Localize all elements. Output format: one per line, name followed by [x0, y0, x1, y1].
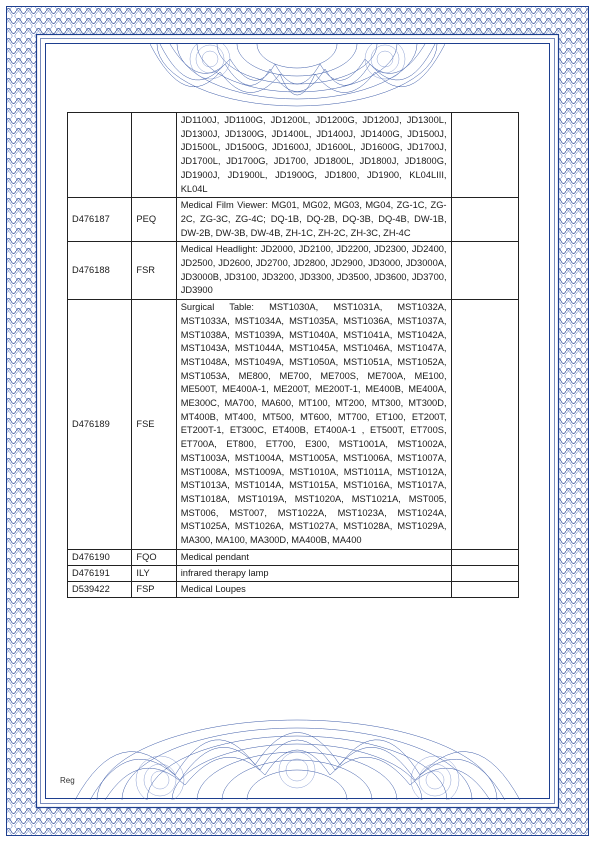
product-class-cell [132, 113, 176, 198]
product-code-cell: D476187 [68, 198, 132, 242]
bottom-rosette-ornament [70, 710, 525, 800]
product-description-cell: Medical Loupes [176, 581, 451, 597]
product-class-cell: FSR [132, 242, 176, 300]
table-row [68, 549, 519, 565]
product-description-cell: Surgical Table: MST1030A, MST1031A, MST1032A, MST1033A, MST1034A, MST1035A, MST1036A, MST1037A, MST1038A, MST1039A, MST1040A, MST1041A, MST1042A, MST1043A, MST1044A, MST1045A, MST1046A, MST1047A, MST1048A, MST1049A, MST1050A, MST1051A, MST1052A, MST1053A, ME800, ME700, ME700S, ME700A, ME100, ME500T, ME400A-1, ME200T, ME200T-1, ME400B, ME400A, ME300C, MA700, MA600, MT100, MT200, MT300, MT300D, MT400B, MT400, MT500, MT600, MT700, ET100, ET200T, ET200T-1, ET300C, ET400B, ET400A-1 , ET500T, ET700S, ET700A, ET800, ET700, E300, MST1001A, MST1002A, MST1003A, MST1004A, MST1005A, MST1006A, MST1007A, MST1008A, MST1009A, MST1010A, MST1011A, MST1012A, MST1013A, MST1014A, MST1015A, MST1016A, MST1017A, MST1018A, MST1019A, MST1020A, MST1021A, MST005, MST006, MST007, MST1022A, MST1023A, MST1024A, MST1025A, MST1026A, MST1027A, MST1028A, MST1029A, MA300, MA100, MA300D, MA400B, MA400 [176, 300, 451, 550]
product-table [67, 112, 519, 598]
product-code-cell: D476190 [68, 549, 132, 565]
product-class-cell: FQO [132, 549, 176, 565]
blank-cell [451, 565, 518, 581]
product-class-cell: FSE [132, 300, 176, 550]
table-row [68, 198, 519, 242]
table-row [68, 565, 519, 581]
product-code-cell: D476189 [68, 300, 132, 550]
product-class-cell: ILY [132, 565, 176, 581]
product-code-cell: D476191 [68, 565, 132, 581]
top-rosette-ornament [150, 44, 445, 114]
blank-cell [451, 198, 518, 242]
product-description-cell: Medical pendant [176, 549, 451, 565]
blank-cell [451, 581, 518, 597]
product-code-cell: D476188 [68, 242, 132, 300]
table-row [68, 300, 519, 550]
table-row [68, 113, 519, 198]
product-code-cell [68, 113, 132, 198]
table-row [68, 581, 519, 597]
blank-cell [451, 300, 518, 550]
blank-cell [451, 242, 518, 300]
product-description-cell: JD1100J, JD1100G, JD1200L, JD1200G, JD1200J, JD1300L, JD1300J, JD1300G, JD1400L, JD1400J, JD1400G, JD1500J, JD1500L, JD1500G, JD1600J, JD1600L, JD1600G, JD1700J, JD1700L, JD1700G, JD1700, JD1800L, JD1800J, JD1800G, JD1900J, JD1900L, JD1900G, JD1800, JD1900, KL04LIII, KL04L [176, 113, 451, 198]
product-class-cell: PEQ [132, 198, 176, 242]
footer-text: Reg [60, 776, 75, 785]
blank-cell [451, 549, 518, 565]
product-code-cell: D539422 [68, 581, 132, 597]
product-description-cell: Medical Film Viewer: MG01, MG02, MG03, MG04, ZG-1C, ZG-2C, ZG-3C, ZG-4C; DQ-1B, DQ-2B, DQ-3B, DQ-4B, DW-1B, DW-2B, DW-3B, DW-4B, ZH-1C, ZH-2C, ZH-3C, ZH-4C [176, 198, 451, 242]
blank-cell [451, 113, 518, 198]
product-description-cell: infrared therapy lamp [176, 565, 451, 581]
table-row [68, 242, 519, 300]
product-class-cell: FSP [132, 581, 176, 597]
product-description-cell: Medical Headlight: JD2000, JD2100, JD2200, JD2300, JD2400, JD2500, JD2600, JD2700, JD2800, JD2900, JD3000, JD3000A, JD3000B, JD3100, JD3200, JD3300, JD3500, JD3600, JD3700, JD3900 [176, 242, 451, 300]
